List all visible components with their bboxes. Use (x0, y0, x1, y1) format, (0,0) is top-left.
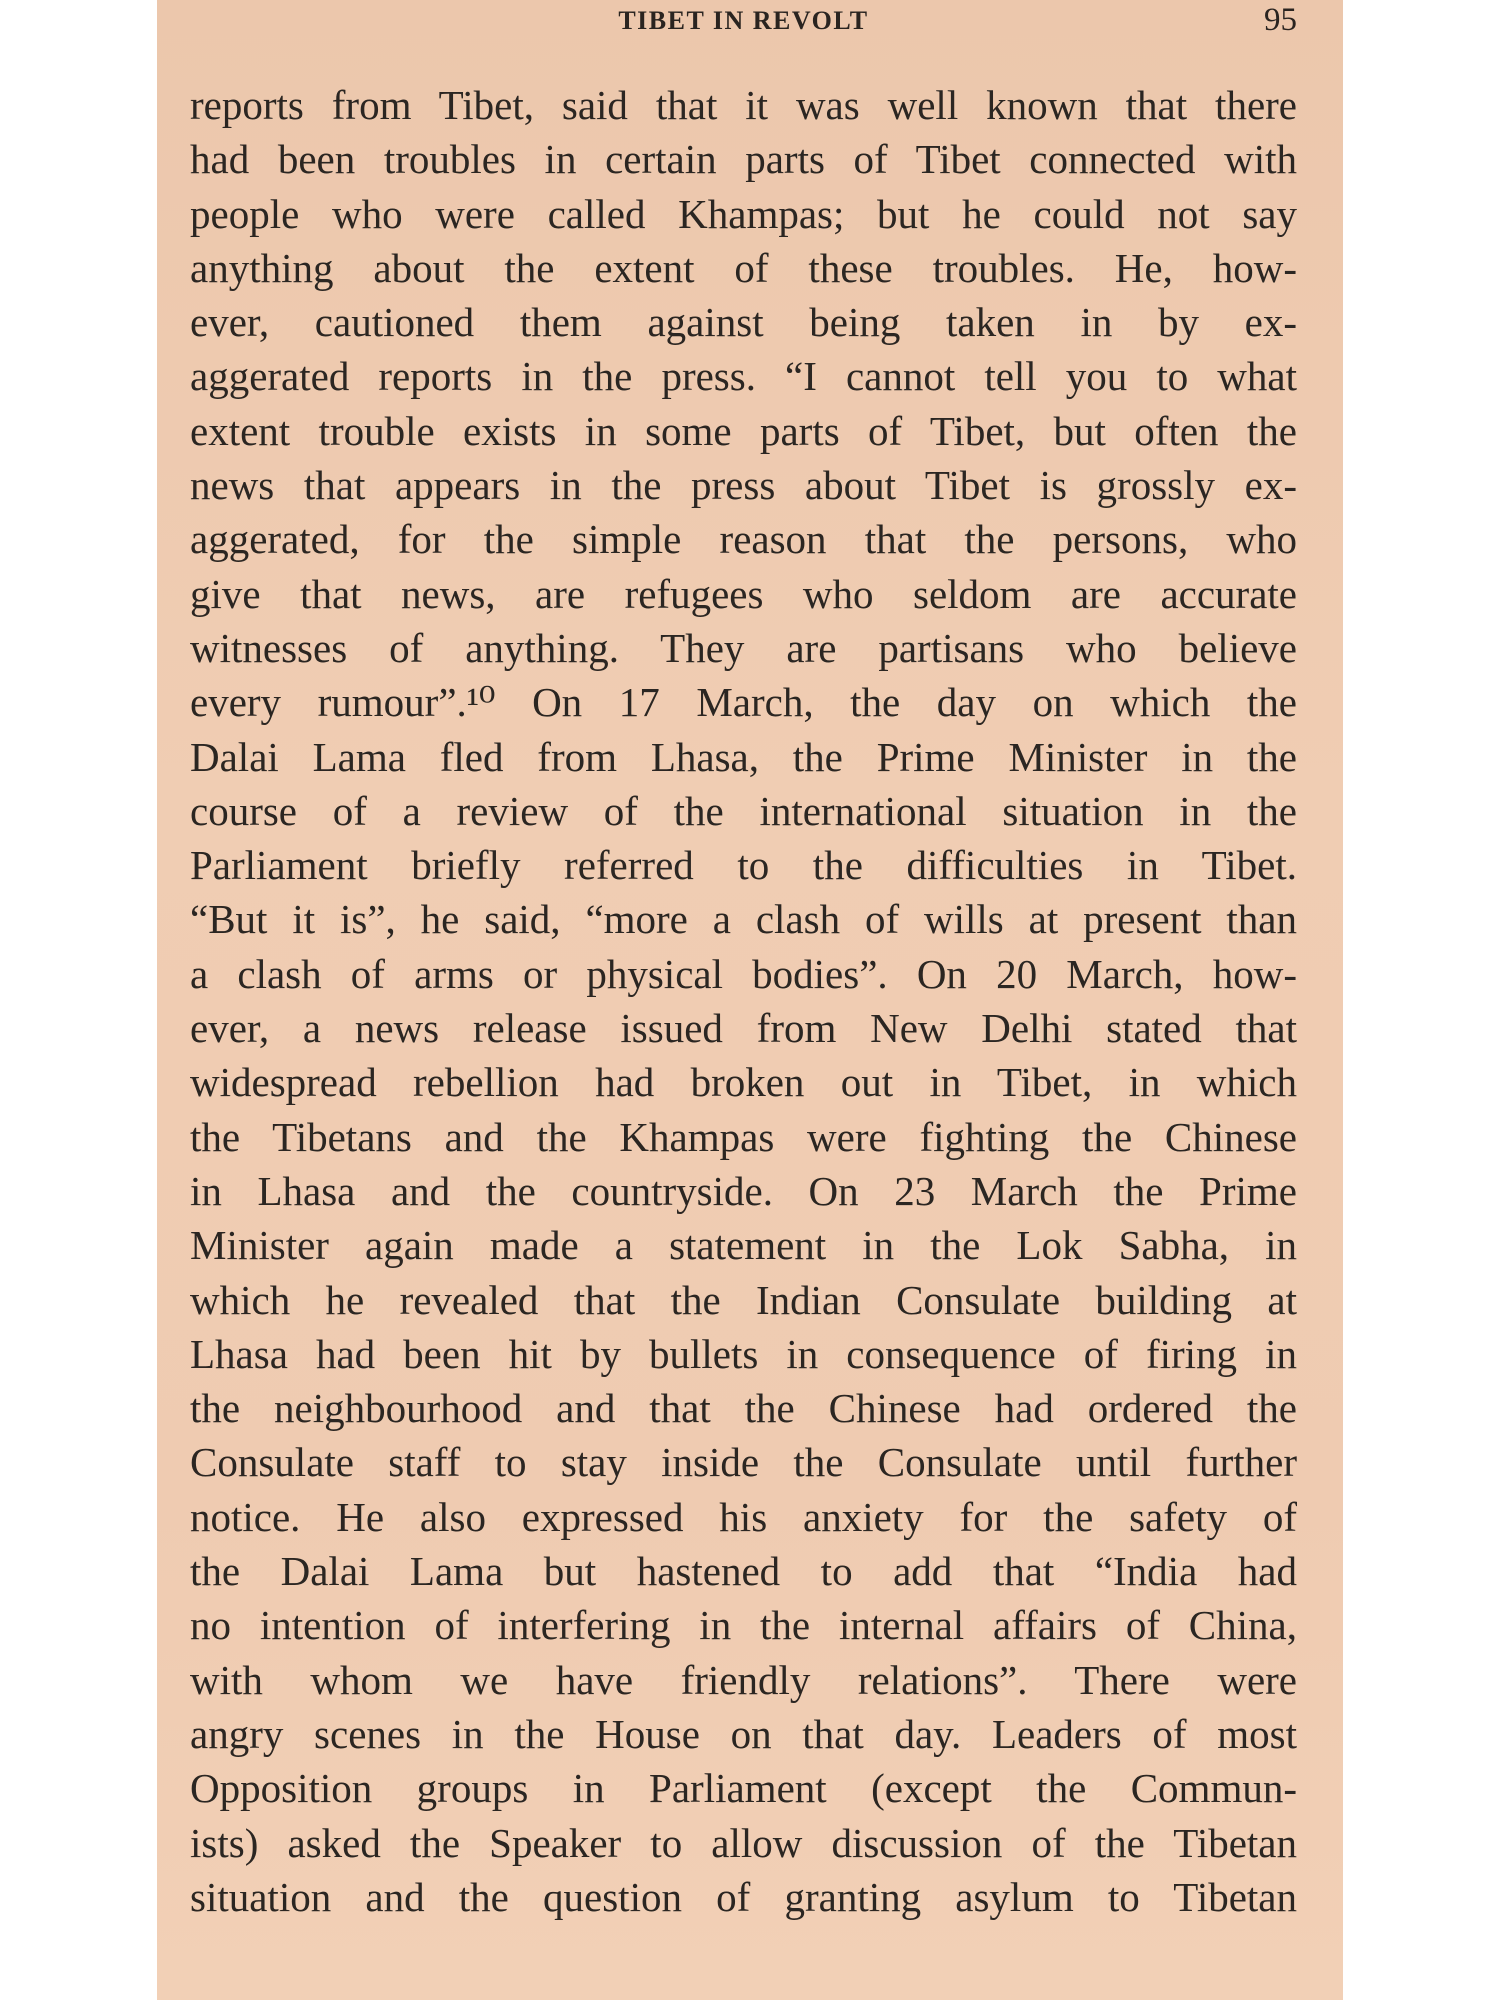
text-line: give that news, are refugees who seldom are accurate (190, 570, 1297, 617)
text-line: extent trouble exists in some parts of Tibet, but often the (190, 407, 1297, 454)
text-line: people who were called Khampas; but he could not say (190, 190, 1297, 237)
text-line: with whom we have friendly relations”. There were (190, 1656, 1297, 1703)
text-line: no intention of interfering in the internal affairs of China, (190, 1602, 1297, 1649)
book-page (157, 0, 1343, 2000)
text-line: reports from Tibet, said that it was well known that there (190, 82, 1297, 128)
text-line: a clash of arms or physical bodies”. On 20 March, how- (190, 950, 1297, 997)
text-line: in Lhasa and the countryside. On 23 March the Prime (190, 1167, 1297, 1214)
body-text (190, 78, 1297, 1924)
text-line: Parliament briefly referred to the difficulties in Tibet. (190, 842, 1297, 889)
running-head (190, 4, 1297, 44)
text-line: course of a review of the international situation in the (190, 787, 1297, 834)
text-line: the Dalai Lama but hastened to add that “India had (190, 1548, 1297, 1595)
text-line: Consulate staff to stay inside the Consulate until further (190, 1439, 1297, 1486)
text-line: “But it is”, he said, “more a clash of wills at present than (190, 896, 1297, 943)
text-line: the Tibetans and the Khampas were fighting the Chinese (190, 1113, 1297, 1160)
text-line: ists) asked the Speaker to allow discussion of the Tibetan (190, 1819, 1297, 1866)
text-line: anything about the extent of these troubles. He, how- (190, 244, 1297, 291)
text-line: aggerated reports in the press. “I cannot tell you to what (190, 353, 1297, 400)
text-line: situation and the question of granting asylum to Tibetan (190, 1873, 1297, 1920)
text-line: angry scenes in the House on that day. Leaders of most (190, 1710, 1297, 1757)
text-line: had been troubles in certain parts of Tibet connected with (190, 136, 1297, 183)
text-line: ever, cautioned them against being taken in by ex- (190, 299, 1297, 346)
text-line: ever, a news release issued from New Delhi stated that (190, 1005, 1297, 1052)
text-line: notice. He also expressed his anxiety for the safety of (190, 1493, 1297, 1540)
page-number: 95 (1264, 2, 1297, 38)
text-line: news that appears in the press about Tibet is grossly ex- (190, 462, 1297, 509)
text-line: Lhasa had been hit by bullets in consequence of firing in (190, 1330, 1297, 1377)
text-line: witnesses of anything. They are partisans who believe (190, 624, 1297, 671)
running-title: TIBET IN REVOLT (618, 6, 869, 35)
text-line: every rumour”.¹⁰ On 17 March, the day on which the (190, 679, 1297, 726)
text-line: widespread rebellion had broken out in Tibet, in which (190, 1059, 1297, 1106)
text-line: aggerated, for the simple reason that the persons, who (190, 516, 1297, 563)
text-line: the neighbourhood and that the Chinese had ordered the (190, 1385, 1297, 1432)
text-line: which he revealed that the Indian Consulate building at (190, 1276, 1297, 1323)
text-line: Minister again made a statement in the Lok Sabha, in (190, 1222, 1297, 1269)
text-line: Opposition groups in Parliament (except the Commun- (190, 1765, 1297, 1812)
text-line: Dalai Lama fled from Lhasa, the Prime Minister in the (190, 733, 1297, 780)
